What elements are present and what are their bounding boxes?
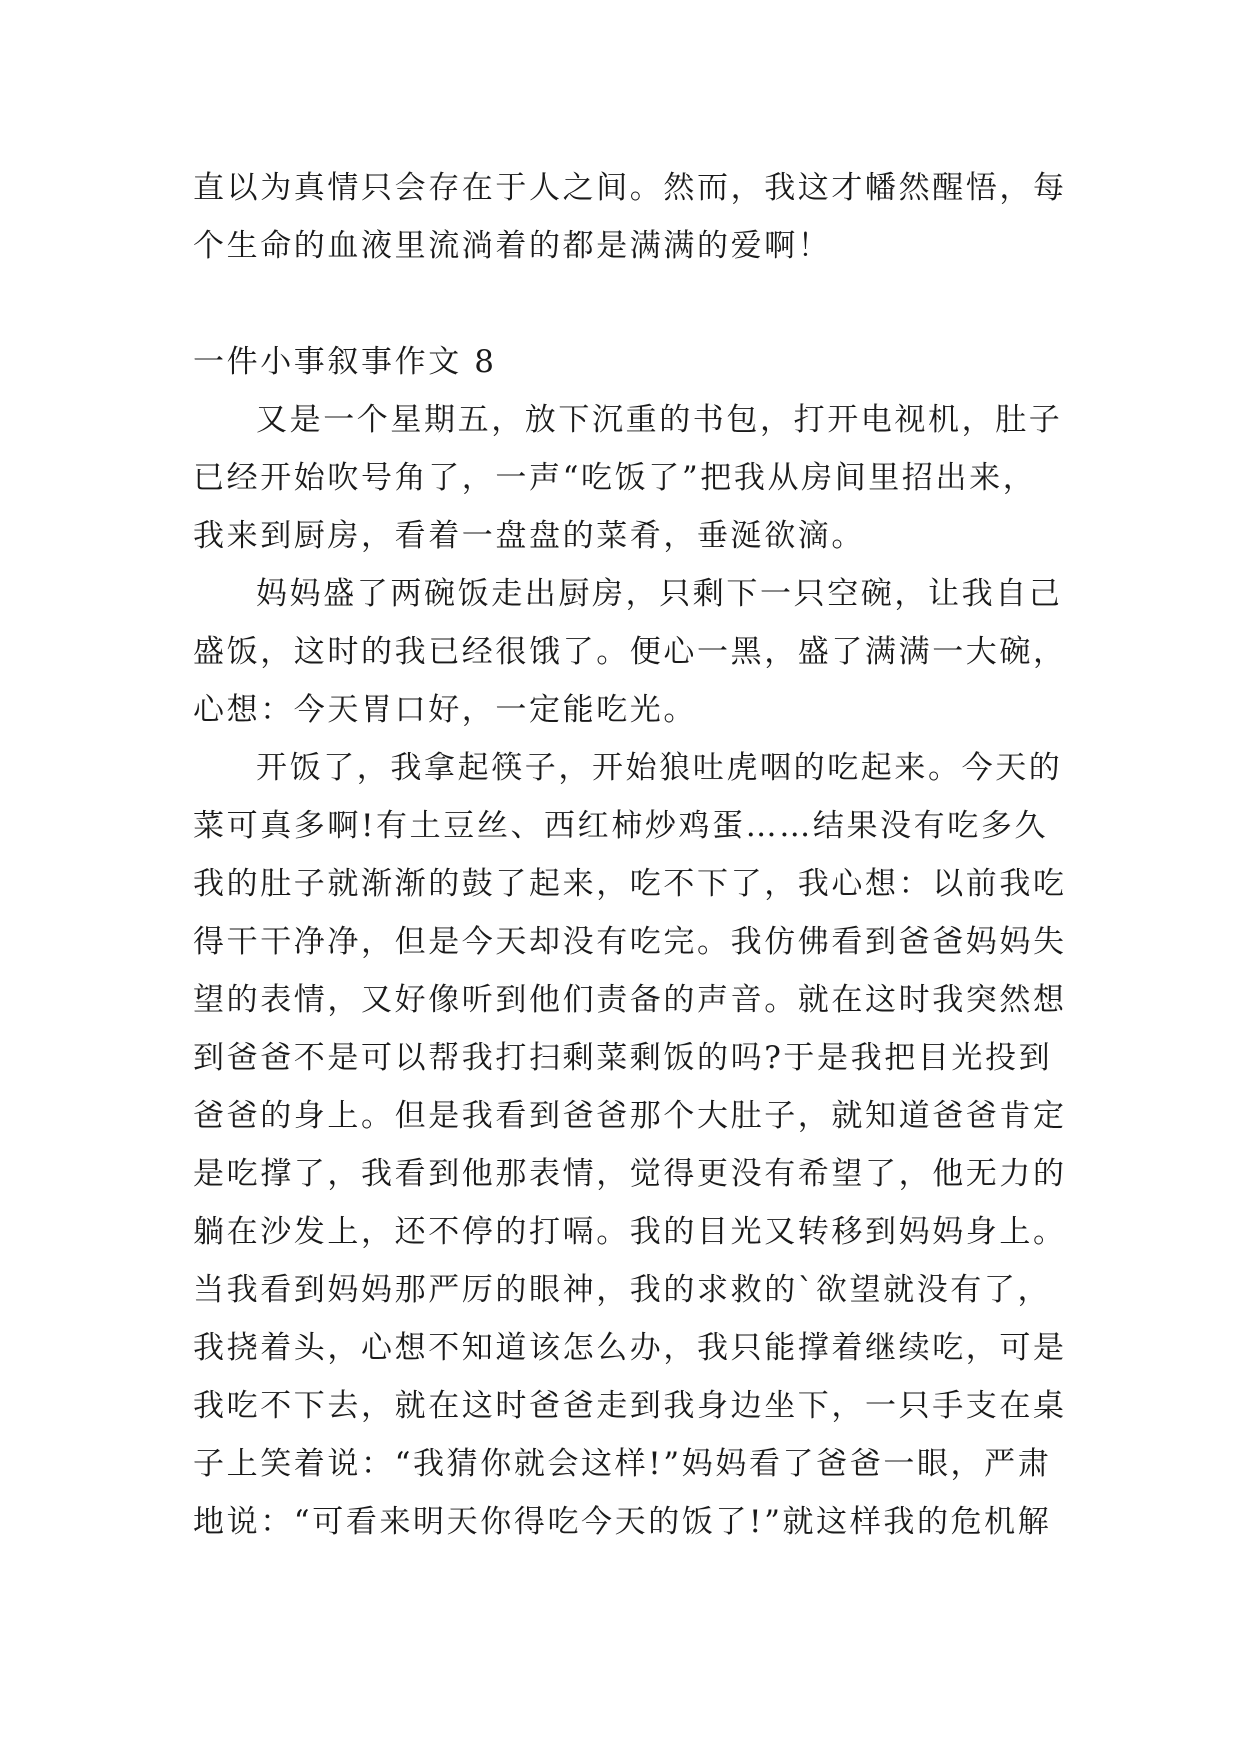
text-line: 躺在沙发上，还不停的打嗝。我的目光又转移到妈妈身上。 — [193, 1214, 1067, 1250]
text-line: 我吃不下去，就在这时爸爸走到我身边坐下，一只手支在桌 — [193, 1388, 1067, 1424]
text-line: 菜可真多啊!有土豆丝、西红柿炒鸡蛋……结果没有吃多久 — [193, 808, 1049, 844]
text-line: 爸爸的身上。但是我看到爸爸那个大肚子，就知道爸爸肯定 — [193, 1098, 1067, 1134]
text-line: 当我看到妈妈那严厉的眼神，我的求救的`欲望就没有了， — [193, 1272, 1052, 1308]
paragraph-first-line: 开饭了，我拿起筷子，开始狼吐虎咽的吃起来。今天的 — [256, 750, 1063, 786]
text-line: 望的表情，又好像听到他们责备的声音。就在这时我突然想 — [193, 982, 1067, 1018]
text-line: 到爸爸不是可以帮我打扫剩菜剩饭的吗?于是我把目光投到 — [193, 1040, 1053, 1076]
section-heading: 一件小事叙事作文 8 — [193, 344, 497, 380]
paragraph-first-line: 妈妈盛了两碗饭走出厨房，只剩下一只空碗，让我自己 — [256, 576, 1063, 612]
text-line: 是吃撑了，我看到他那表情，觉得更没有希望了，他无力的 — [193, 1156, 1067, 1192]
text-line: 个生命的血液里流淌着的都是满满的爱啊！ — [193, 228, 832, 264]
text-line: 子上笑着说：“我猜你就会这样!”妈妈看了爸爸一眼，严肃 — [193, 1446, 1052, 1482]
text-line: 我挠着头，心想不知道该怎么办，我只能撑着继续吃，可是 — [193, 1330, 1067, 1366]
text-line: 已经开始吹号角了，一声“吃饭了”把我从房间里招出来， — [193, 460, 1037, 496]
text-line: 我的肚子就渐渐的鼓了起来，吃不下了，我心想：以前我吃 — [193, 866, 1067, 902]
text-line: 心想：今天胃口好，一定能吃光。 — [193, 692, 697, 728]
text-line: 直以为真情只会存在于人之间。然而，我这才幡然醒悟，每 — [193, 170, 1067, 206]
text-line: 我来到厨房，看着一盘盘的菜肴，垂涎欲滴。 — [193, 518, 865, 554]
text-line: 地说：“可看来明天你得吃今天的饭了!”就这样我的危机解 — [193, 1504, 1052, 1540]
text-line: 盛饭，这时的我已经很饿了。便心一黑，盛了满满一大碗， — [193, 634, 1067, 670]
paragraph-first-line: 又是一个星期五，放下沉重的书包，打开电视机，肚子 — [256, 402, 1063, 438]
text-line: 得干干净净，但是今天却没有吃完。我仿佛看到爸爸妈妈失 — [193, 924, 1067, 960]
